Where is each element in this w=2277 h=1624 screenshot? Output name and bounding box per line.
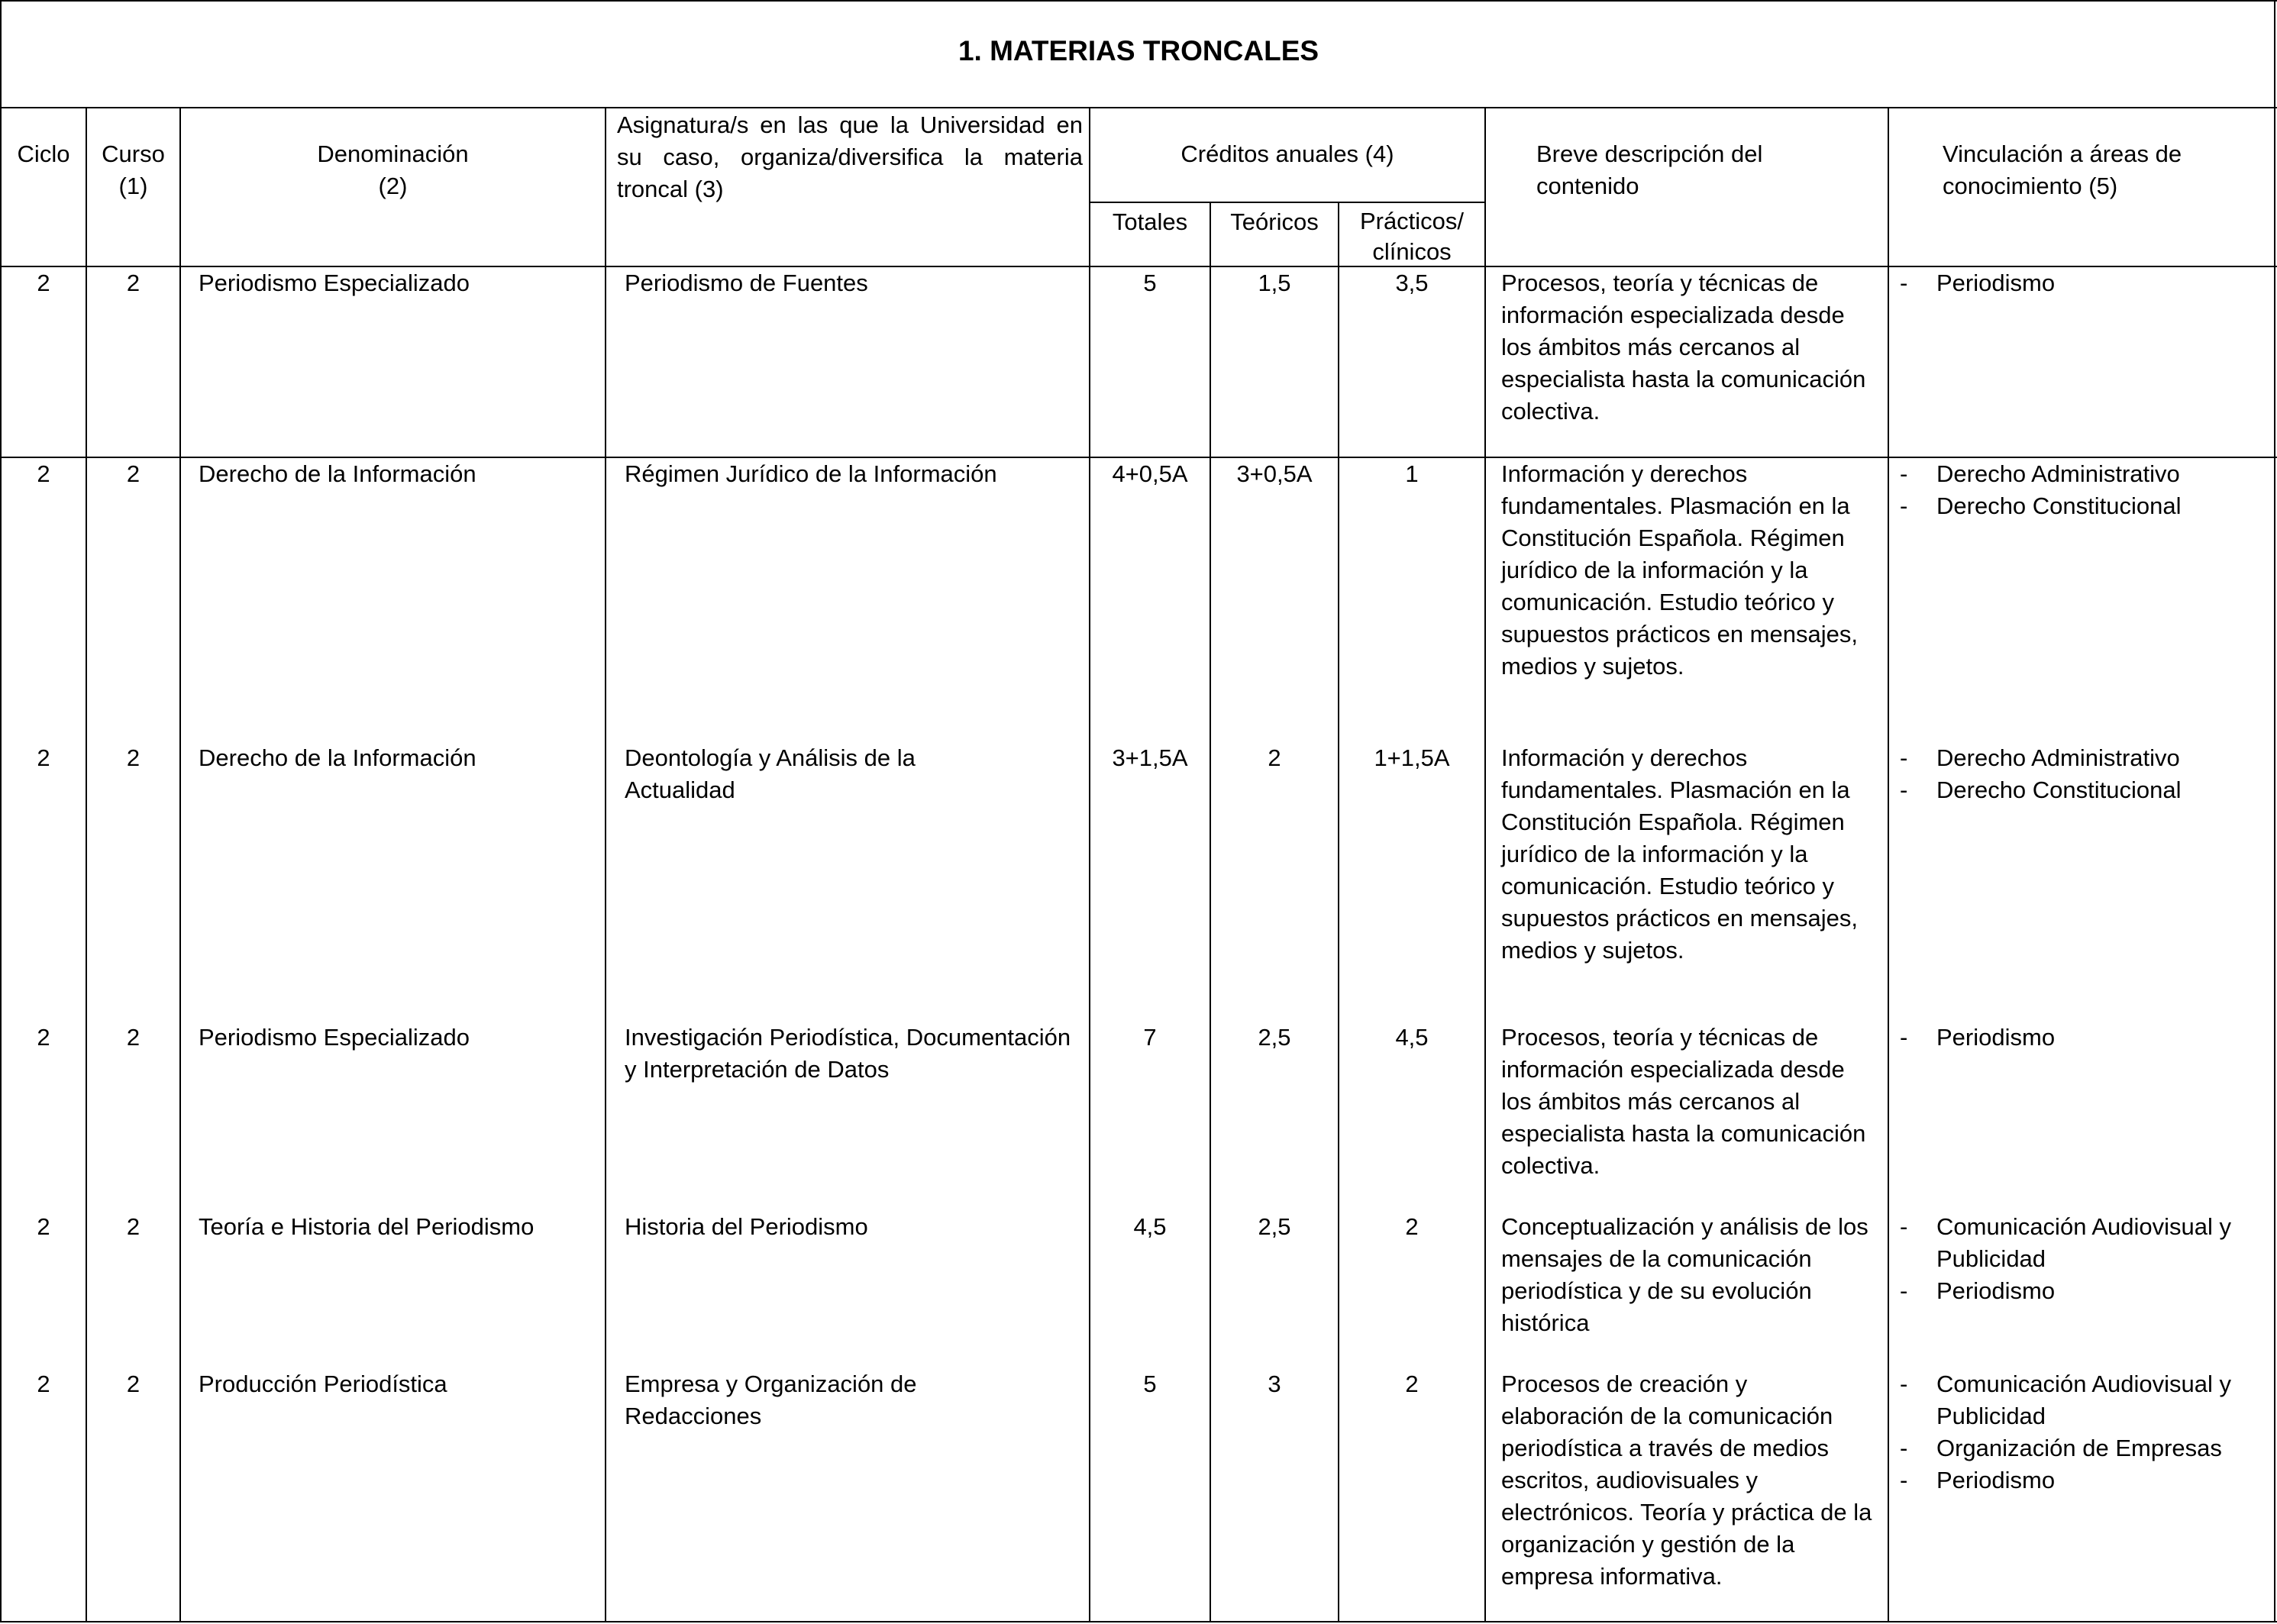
col-rule-curso xyxy=(179,107,181,1622)
row6-totales: 5 xyxy=(1143,1371,1157,1397)
row3-totales: 3+1,5A xyxy=(1112,744,1188,771)
frame-bottom-rule xyxy=(0,1621,2277,1622)
header-totales: Totales xyxy=(1112,208,1188,235)
row3-practicos: 1+1,5A xyxy=(1374,744,1450,771)
row4-totales: 7 xyxy=(1143,1024,1157,1051)
row5-denominacion: Teoría e Historia del Periodismo xyxy=(199,1213,535,1240)
row6-denominacion: Producción Periodística xyxy=(199,1371,447,1397)
row1-areas xyxy=(1889,267,2271,299)
header-creditos: Créditos anuales (4) xyxy=(1180,140,1394,167)
header-practicos: Prácticos/ clínicos xyxy=(1359,208,1465,265)
area-item: - Periodismo xyxy=(1900,1277,2056,1304)
row4-practicos: 4,5 xyxy=(1395,1024,1429,1051)
row3-descripcion: Información y derechos fundamentales. Plasmación en la Constitución Española. Régimen jurídico de la información y la comunicación. Estudio teórico y supuestos prácticos en mensajes, medios y sujetos. xyxy=(1501,744,1858,964)
header-asignatura: Asignatura/s en las que la Universidad en su caso, organiza/diversifica la materia troncal (3) xyxy=(617,111,1083,202)
row5-areas xyxy=(1889,1211,2271,1307)
page-title: 1. MATERIAS TRONCALES xyxy=(958,35,1319,66)
row2-asignatura: Régimen Jurídico de la Información xyxy=(625,460,997,487)
row5-teoricos: 2,5 xyxy=(1258,1213,1291,1240)
area-item: - Periodismo xyxy=(1900,1024,2056,1051)
row4-asignatura: Investigación Periodística, Documentación y Interpretación de Datos xyxy=(625,1024,1071,1083)
header-vinculacion: Vinculación a áreas de conocimiento (5) xyxy=(1943,140,2182,199)
row4-descripcion: Procesos, teoría y técnicas de información especializada desde los ámbitos más cercanos al especialista hasta la comunicación colectiva. xyxy=(1501,1024,1866,1179)
row4-denominacion: Periodismo Especializado xyxy=(199,1024,470,1051)
row6-curso: 2 xyxy=(126,1371,140,1397)
row5-totales: 4,5 xyxy=(1133,1213,1167,1240)
row6-practicos: 2 xyxy=(1405,1371,1419,1397)
area-item: - Comunicación Audiovisual y Publicidad xyxy=(1900,1213,2231,1272)
row5-practicos: 2 xyxy=(1405,1213,1419,1240)
row6-asignatura: Empresa y Organización de Redacciones xyxy=(625,1371,917,1429)
row1-totales: 5 xyxy=(1143,270,1157,296)
row2-areas xyxy=(1889,458,2271,522)
row1-practicos: 3,5 xyxy=(1395,270,1429,296)
row4-curso: 2 xyxy=(126,1024,140,1051)
header-teoricos: Teóricos xyxy=(1230,208,1319,235)
row4-teoricos: 2,5 xyxy=(1258,1024,1291,1051)
header-descripcion: Breve descripción del contenido xyxy=(1536,140,1763,199)
area-item: - Periodismo xyxy=(1900,270,2056,296)
row6-areas xyxy=(1889,1368,2271,1496)
row2-denominacion: Derecho de la Información xyxy=(199,460,476,487)
row4-areas xyxy=(1889,1022,2271,1054)
row5-asignatura: Historia del Periodismo xyxy=(625,1213,868,1240)
row2-ciclo: 2 xyxy=(37,460,50,487)
row1-curso: 2 xyxy=(126,270,140,296)
row2-totales: 4+0,5A xyxy=(1112,460,1188,487)
row6-descripcion: Procesos de creación y elaboración de la comunicación periodística a través de medios escritos, audiovisuales y electrónicos. Teoría y práctica de la organización y gestión de la empresa informativa. xyxy=(1501,1371,1872,1590)
row5-ciclo: 2 xyxy=(37,1213,50,1240)
row3-curso: 2 xyxy=(126,744,140,771)
row2-practicos: 1 xyxy=(1405,460,1419,487)
col-rule-totales xyxy=(1210,202,1211,1622)
col-rule-practicos xyxy=(1484,107,1486,1622)
header-curso: Curso (1) xyxy=(102,140,165,199)
header-ciclo: Ciclo xyxy=(17,140,70,167)
row1-ciclo: 2 xyxy=(37,270,50,296)
area-item: - Comunicación Audiovisual y Publicidad xyxy=(1900,1371,2231,1429)
header-denominacion: Denominación (2) xyxy=(317,140,469,199)
frame-right-rule xyxy=(2274,0,2275,1622)
row6-teoricos: 3 xyxy=(1268,1371,1281,1397)
row5-descripcion: Conceptualización y análisis de los mensajes de la comunicación periodística y de su evolución histórica xyxy=(1501,1213,1868,1336)
row3-asignatura: Deontología y Análisis de la Actualidad xyxy=(625,744,916,803)
row2-descripcion: Información y derechos fundamentales. Plasmación en la Constitución Española. Régimen jurídico de la información y la comunicación. Estudio teórico y supuestos prácticos en mensajes, medios y sujetos. xyxy=(1501,460,1858,680)
area-item: - Derecho Constitucional xyxy=(1900,492,2182,519)
col-rule-teoricos xyxy=(1338,202,1339,1622)
area-item: - Derecho Administrativo xyxy=(1900,460,2180,487)
row3-ciclo: 2 xyxy=(37,744,50,771)
row6-ciclo: 2 xyxy=(37,1371,50,1397)
frame-top-rule xyxy=(0,0,2277,2)
creditos-sub-rule xyxy=(1089,202,1484,203)
row4-ciclo: 2 xyxy=(37,1024,50,1051)
col-rule-denominacion xyxy=(605,107,606,1622)
row2-teoricos: 3+0,5A xyxy=(1236,460,1313,487)
row2-curso: 2 xyxy=(126,460,140,487)
row1-descripcion: Procesos, teoría y técnicas de información especializada desde los ámbitos más cercanos al especialista hasta la comunicación colectiva. xyxy=(1501,270,1866,425)
area-item: - Periodismo xyxy=(1900,1467,2056,1493)
row1-asignatura: Periodismo de Fuentes xyxy=(625,270,868,296)
row1-denominacion: Periodismo Especializado xyxy=(199,270,470,296)
row5-curso: 2 xyxy=(126,1213,140,1240)
area-item: - Derecho Constitucional xyxy=(1900,776,2182,803)
row3-areas xyxy=(1889,742,2271,806)
area-item: - Derecho Administrativo xyxy=(1900,744,2180,771)
row1-teoricos: 1,5 xyxy=(1258,270,1291,296)
row3-teoricos: 2 xyxy=(1268,744,1281,771)
row3-denominacion: Derecho de la Información xyxy=(199,744,476,771)
title-bottom-rule xyxy=(0,107,2277,108)
area-item: - Organización de Empresas xyxy=(1900,1435,2222,1461)
